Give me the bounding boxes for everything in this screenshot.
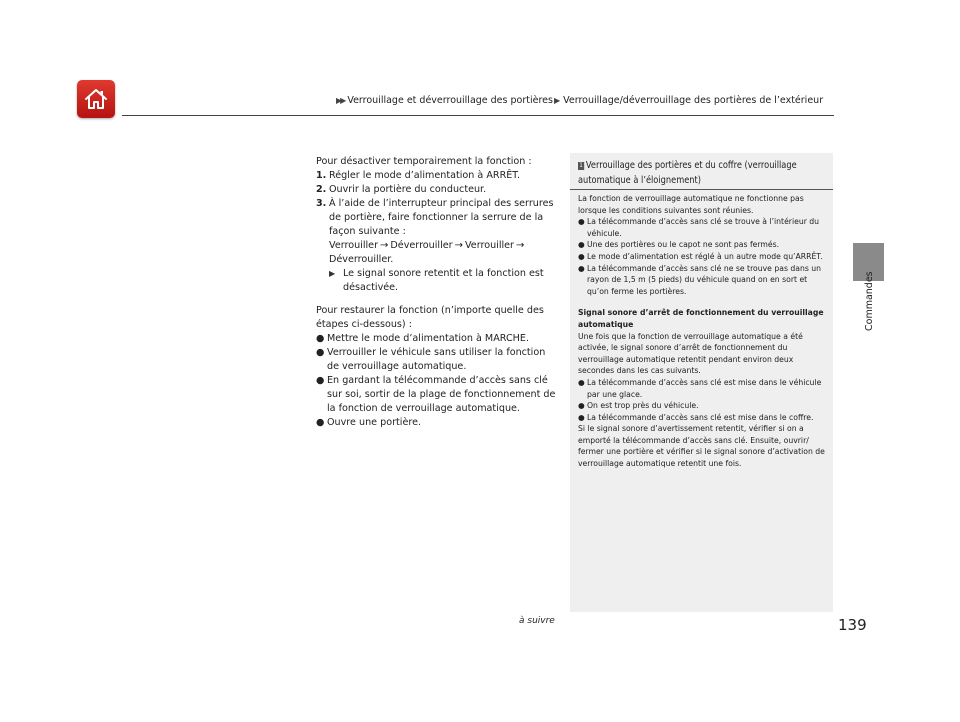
breadcrumb-arrow-icon: ▶▶ bbox=[336, 96, 345, 105]
note-paragraph: La fonction de verrouillage automatique ne fonctionne pas lorsque les conditions suivantes sont réunies. bbox=[578, 194, 804, 215]
breadcrumb-current: Verrouillage/déverrouillage des portières de l’extérieur bbox=[563, 95, 824, 106]
note-item: ● Une des portières ou le capot ne sont pas fermés. bbox=[578, 240, 780, 250]
home-icon bbox=[83, 86, 109, 112]
result-triangle-icon: ▶ bbox=[329, 269, 336, 278]
arrow-right-icon: → bbox=[516, 240, 525, 251]
bullet-icon: ● bbox=[578, 217, 585, 227]
header-divider bbox=[122, 115, 834, 116]
note-item: ● On est trop près du véhicule. bbox=[578, 401, 699, 411]
page-number: 139 bbox=[838, 616, 867, 634]
bullet-icon: ● bbox=[316, 333, 325, 344]
restore-item: ● Mettre le mode d’alimentation à MARCHE. bbox=[316, 333, 529, 344]
arrow-right-icon: → bbox=[380, 240, 389, 251]
note-item: ● La télécommande d’accès sans clé est mise dans le véhicule par une glace. bbox=[578, 377, 822, 399]
breadcrumb bbox=[336, 95, 823, 106]
step-3: 3. À l’aide de l’interrupteur principal des serrures de portière, faire fonctionner la serrure de la façon suivante : bbox=[316, 198, 554, 237]
restore-item: ● Verrouiller le véhicule sans utiliser la fonction de verrouillage automatique. bbox=[316, 347, 546, 372]
chapter-label: Commandes bbox=[864, 271, 875, 331]
note-body bbox=[578, 193, 828, 470]
result-note: ▶ Le signal sonore retentit et la fonction est désactivée. bbox=[329, 268, 544, 293]
bullet-icon: ● bbox=[316, 375, 325, 386]
bullet-icon: ● bbox=[316, 347, 325, 358]
note-paragraph: Si le signal sonore d’avertissement retentit, vérifier si on a emporté la télécommande d’accès sans clé. Ensuite, ouvrir/ fermer une portière et vérifier si le signal sonore d’activation de verrouillage automatique retentit une fois. bbox=[578, 424, 825, 469]
bullet-icon: ● bbox=[316, 417, 325, 428]
bullet-icon: ● bbox=[578, 251, 585, 261]
note-paragraph: Une fois que la fonction de verrouillage automatique a été activée, le signal sonore d’arrêt de fonctionnement du verrouillage automatique retentit pendant environ deux secondes dans les cas suivants. bbox=[578, 331, 803, 376]
arrow-right-icon: → bbox=[454, 240, 463, 251]
restore-item: ● Ouvre une portière. bbox=[316, 417, 422, 428]
bullet-icon: ● bbox=[578, 240, 585, 250]
main-column bbox=[316, 155, 560, 430]
note-item: ● Le mode d’alimentation est réglé à un autre mode qu’ARRÊT. bbox=[578, 251, 823, 261]
breadcrumb-section[interactable]: Verrouillage et déverrouillage des portières bbox=[347, 95, 553, 106]
step-1: 1. Régler le mode d’alimentation à ARRÊT. bbox=[316, 170, 521, 181]
restore-intro: Pour restaurer la fonction (n’importe quelle des étapes ci-dessous) : bbox=[316, 305, 544, 330]
lock-sequence: Verrouiller → Déverrouiller → Verrouiller → Déverrouiller. bbox=[329, 240, 525, 265]
home-button[interactable] bbox=[77, 80, 115, 118]
continued-label: à suivre bbox=[519, 616, 555, 626]
bullet-icon: ● bbox=[578, 377, 585, 387]
bullet-icon: ● bbox=[578, 263, 585, 273]
note-item: ● La télécommande d’accès sans clé est mise dans le coffre. bbox=[578, 412, 814, 422]
note-title[interactable]: 1 Verrouillage des portières et du coffre (verrouillage automatique à l’éloignement) bbox=[578, 160, 797, 186]
step-2: 2. Ouvrir la portière du conducteur. bbox=[316, 184, 487, 195]
restore-item: ● En gardant la télécommande d’accès sans clé sur soi, sortir de la plage de fonctionnement de la fonction de verrouillage automatique. bbox=[316, 375, 556, 414]
bullet-icon: ● bbox=[578, 401, 585, 411]
note-heading: Signal sonore d’arrêt de fonctionnement du verrouillage automatique bbox=[578, 308, 824, 329]
note-item: ● La télécommande d’accès sans clé se trouve à l’intérieur du véhicule. bbox=[578, 217, 820, 238]
bullet-icon: ● bbox=[578, 412, 585, 422]
breadcrumb-arrow-icon: ▶ bbox=[553, 96, 561, 105]
note-item: ● La télécommande d’accès sans clé ne se trouve pas dans un rayon de 1,5 m (5 pieds) du véhicule quand on en sort et qu’on ferme les portières. bbox=[578, 263, 822, 296]
reference-icon: 1 bbox=[579, 162, 583, 169]
intro-text: Pour désactiver temporairement la fonction : bbox=[316, 156, 532, 167]
note-divider bbox=[570, 189, 833, 190]
